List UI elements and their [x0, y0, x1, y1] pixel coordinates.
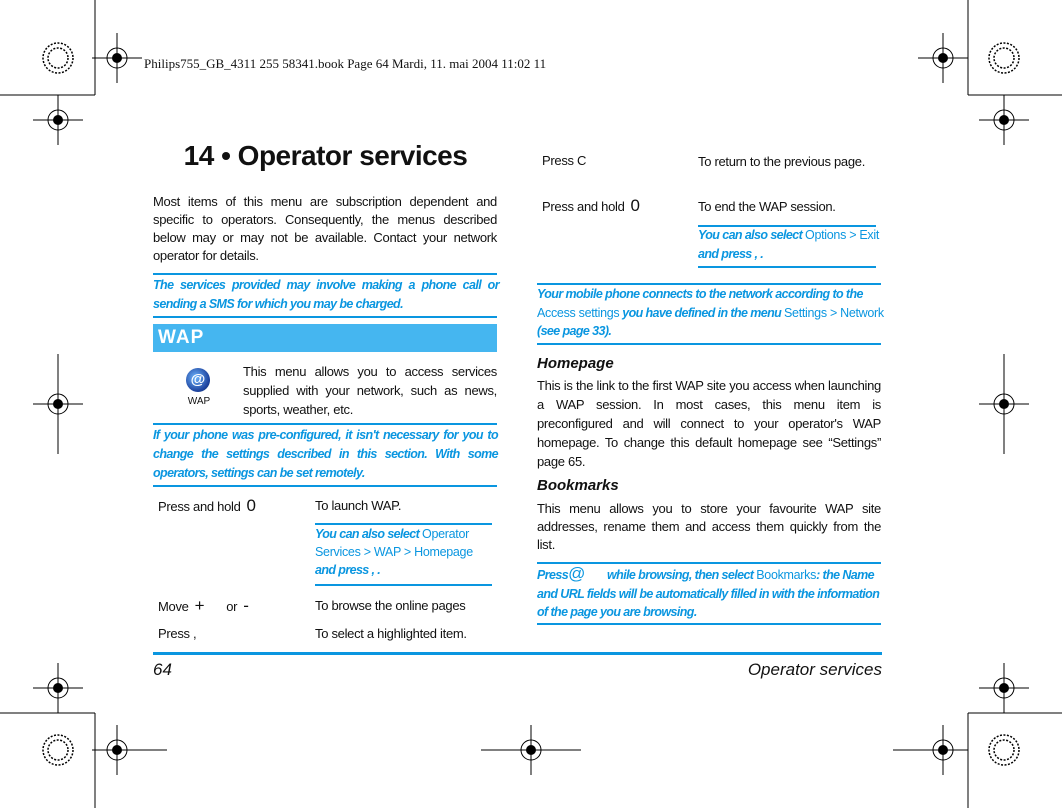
section-header-wap: WAP [153, 324, 497, 352]
row-description: To return to the previous page. [698, 154, 866, 169]
divider [153, 485, 497, 487]
row-description: To end the WAP session. [698, 199, 836, 214]
heading-homepage: Homepage [537, 355, 614, 372]
bookmarks-text: This menu allows you to store your favourite WAP site addresses, rename them and access them quickly from the list. [537, 501, 881, 552]
tip-homepage: You can also select Operator Services > WAP > Homepage and press , . [315, 527, 473, 577]
wap-at-icon: @ [186, 368, 210, 392]
key-at-icon: @ [568, 564, 586, 583]
divider [537, 562, 881, 564]
row-description: To browse the online pages [315, 598, 466, 613]
heading-bookmarks: Bookmarks [537, 477, 619, 494]
key-0-icon: 0 [246, 496, 256, 515]
print-slug: Philips755_GB_4311 255 58341.book Page 64 Mardi, 11. mai 2004 11:02 11 [144, 56, 547, 71]
intro-text: Most items of this menu are subscription dependent and specific to operators. Consequently, the menus described below may or may not be available. Contact your network operator for details. [153, 194, 497, 263]
divider [315, 584, 492, 586]
divider [153, 316, 497, 318]
divider [153, 423, 497, 425]
divider [537, 343, 881, 345]
row-action: Move + or - [158, 596, 249, 615]
row-action: Press and hold 0 [542, 196, 640, 215]
row-description: To launch WAP. [315, 498, 402, 513]
page-title: 14 • Operator services [183, 140, 468, 171]
page-number: 64 [153, 660, 172, 679]
divider [153, 273, 497, 275]
key-minus-icon: - [243, 596, 249, 615]
wap-description: This menu allows you to access services supplied with your network, such as news, sports, weather, etc. [243, 364, 497, 417]
footer-rule [153, 652, 882, 655]
key-plus-icon: + [194, 596, 205, 615]
row-action: Press and hold 0 [158, 496, 256, 515]
row-action: Press C [542, 153, 587, 168]
bookmarks-note: Press@ while browsing, then select Bookmarks: the Name and URL fields will be automatically filled in with the information of the page you are browsing. [537, 564, 880, 619]
key-0-icon: 0 [630, 196, 640, 215]
homepage-text: This is the link to the first WAP site you access when launching a WAP session. In most cases, this menu item is preconfigured and will connect to your operator's WAP homepage. To change this default homepage see “Settings” page 65. [537, 378, 881, 469]
network-note: Your mobile phone connects to the network according to the Access settings you have defined in the menu Settings > Network (see page 33). [537, 287, 884, 338]
footer-section: Operator services [747, 660, 882, 679]
tip-exit: You can also select Options > Exit and press , . [698, 228, 880, 261]
divider [698, 266, 876, 268]
row-description: To select a highlighted item. [315, 626, 467, 641]
key-c-icon: C [577, 153, 587, 168]
wap-icon-label: WAP [187, 396, 211, 407]
divider [537, 623, 881, 625]
charge-note: The services provided may involve making a phone call or sending a SMS for which you may be charged. [153, 278, 499, 311]
row-action: Press , [158, 626, 197, 641]
preconfigured-note: If your phone was pre-configured, it isn't necessary for you to change the settings described in this section. With some operators, settings can be set remotely. [153, 428, 498, 480]
